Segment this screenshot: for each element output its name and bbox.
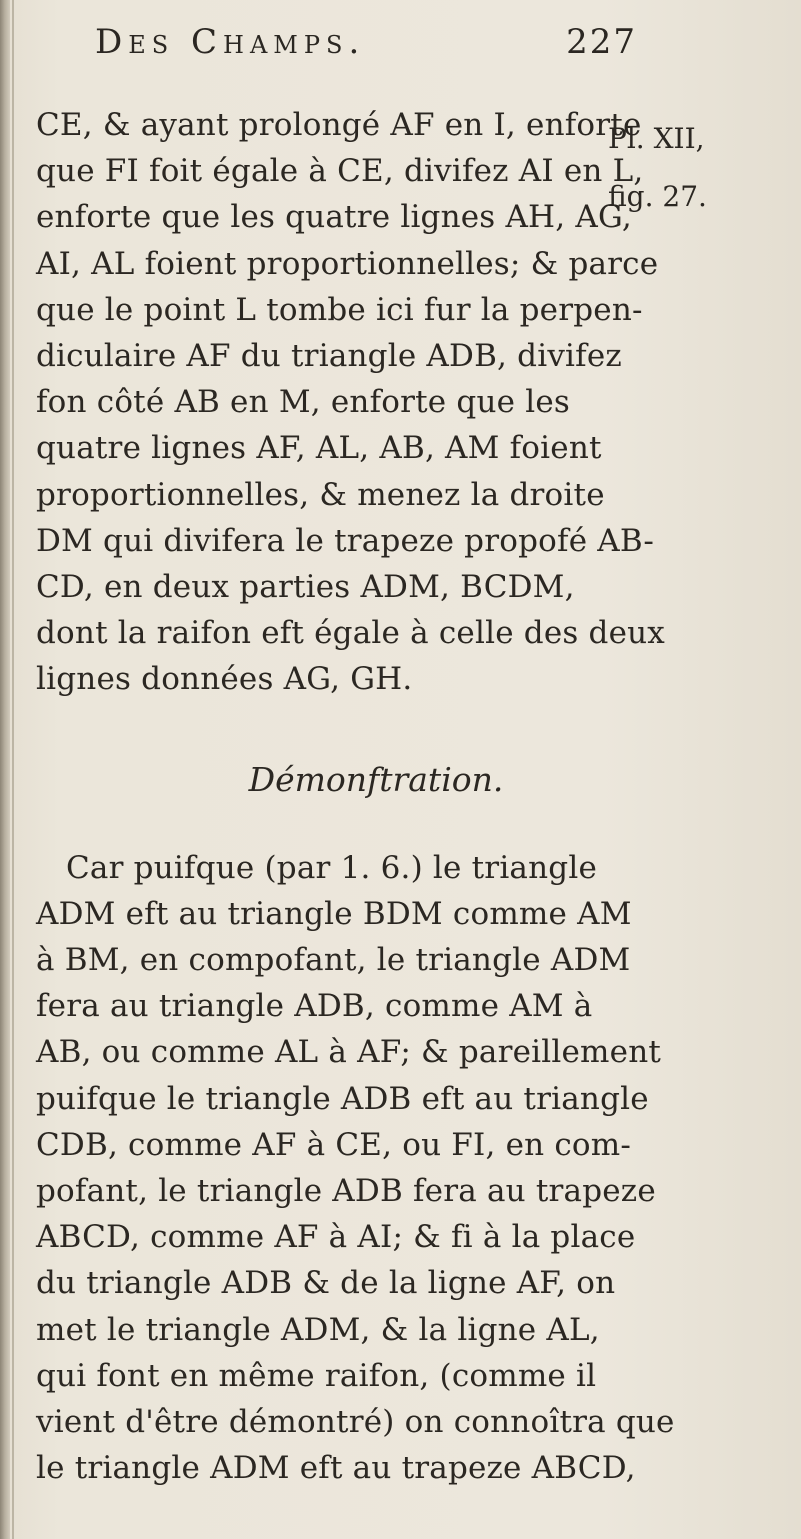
- text-line: ABCD, comme AF à AI; & fi à la place: [36, 1219, 636, 1256]
- text-line: CD, en deux parties ADM, BCDM,: [36, 569, 575, 606]
- text-line: diculaire AF du triangle ADB, divifez: [36, 338, 622, 375]
- text-line: que le point L tombe ici fur la perpen-: [36, 291, 643, 328]
- running-title: Des Champs.: [95, 22, 366, 62]
- text-line: à BM, en compofant, le triangle ADM: [36, 942, 631, 979]
- text-line: le triangle ADM eft au trapeze ABCD,: [36, 1450, 636, 1487]
- text-line: ADM eft au triangle BDM comme AM: [36, 895, 632, 932]
- text-line: pofant, le triangle ADB fera au trapeze: [36, 1173, 656, 1210]
- page-header: [95, 22, 655, 66]
- text-line: vient d'être démontré) on connoîtra que: [36, 1404, 675, 1441]
- text-line: met le triangle ADM, & la ligne AL,: [36, 1311, 600, 1348]
- plate-reference: Pl. XII,: [608, 122, 705, 155]
- text-line: puifque le triangle ADB eft au triangle: [36, 1080, 649, 1117]
- text-line: CDB, comme AF à CE, ou FI, en com-: [36, 1126, 632, 1163]
- paragraph-problem: [36, 102, 676, 703]
- text-line: AI, AL foient proportionnelles; & parce: [36, 245, 659, 282]
- figure-reference: fig. 27.: [608, 180, 707, 213]
- text-line: que FI foit égale à CE, divifez AI en L,: [36, 153, 644, 190]
- section-heading: Démonftration.: [248, 759, 504, 799]
- text-line: fera au triangle ADB, comme AM à: [36, 988, 593, 1025]
- text-line: qui font en même raifon, (comme il: [36, 1357, 597, 1394]
- text-line: lignes données AG, GH.: [36, 661, 413, 698]
- text-line: CE, & ayant prolongé AF en I, enforte: [36, 107, 642, 143]
- text-line: du triangle ADB & de la ligne AF, on: [36, 1265, 616, 1302]
- text-line: fon côté AB en M, enforte que les: [36, 384, 570, 421]
- text-line: AB, ou comme AL à AF; & pareillement: [36, 1034, 662, 1071]
- text-line: proportionnelles, & menez la droite: [36, 476, 605, 513]
- text-line: enforte que les quatre lignes AH, AG,: [36, 199, 632, 236]
- book-binding-edge: [0, 0, 10, 1539]
- page-edge-rule: [12, 0, 14, 1539]
- page-number: 227: [566, 22, 637, 62]
- body-text: [36, 102, 676, 1491]
- text-line: Car puifque (par 1. 6.) le triangle: [66, 849, 597, 886]
- text-line: DM qui divifera le trapeze propofé AB-: [36, 522, 655, 559]
- text-line: dont la raifon eft égale à celle des deux: [36, 615, 665, 652]
- text-line: quatre lignes AF, AL, AB, AM foient: [36, 430, 602, 467]
- paragraph-demonstration: [36, 845, 676, 1492]
